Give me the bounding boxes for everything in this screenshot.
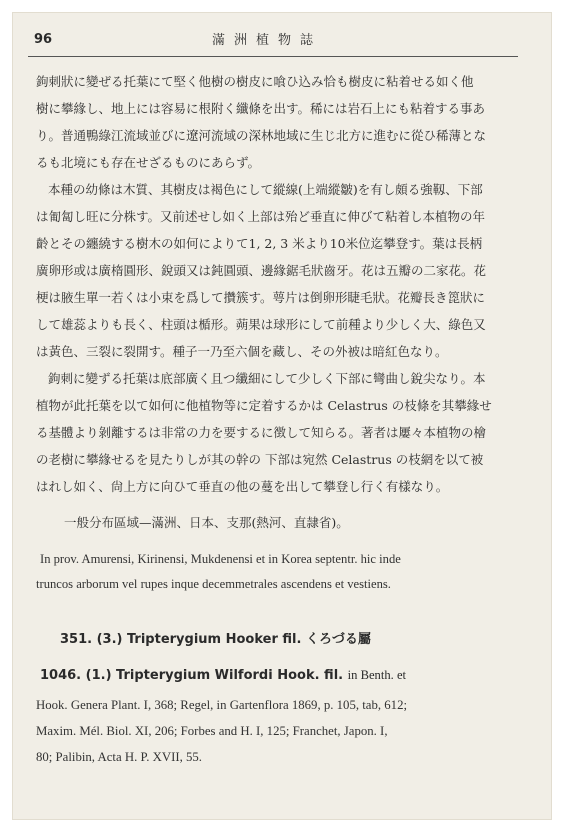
page-number: 96 bbox=[34, 32, 53, 47]
species-heading bbox=[40, 668, 510, 683]
genus-heading: 351. (3.) Tripterygium Hooker fil. くろづる屬 bbox=[60, 632, 371, 647]
para2-line: 齡とその纏繞する樹木の如何によりて1, 2, 3 米より10米位迄攀登す。葉は長柄 bbox=[36, 236, 483, 251]
reference-line: Hook. Genera Plant. I, 368; Regel, in Gartenflora 1869, p. 105, tab, 612; bbox=[36, 698, 408, 712]
species-authority: in Benth. et bbox=[347, 668, 407, 682]
para2-line: 廣卵形或は廣楕圓形、銳頭又は鈍圓頭、邊緣鋸毛狀齒牙。花は五瓣の二家花。花 bbox=[36, 263, 487, 278]
latin-line: truncos arborum vel rupes inque decemmetrales ascendens et vestiens. bbox=[36, 577, 391, 591]
para2-line: は匍匐し旺に分株す。又前述せし如く上部は殆ど垂直に伸びて粘着し本植物の年 bbox=[36, 209, 486, 224]
para2-line: して雄蕊よりも長く、柱頭は楯形。蒴果は球形にして前種より少しく大、綠色又 bbox=[36, 317, 486, 332]
reference-line: Maxim. Mél. Biol. XI, 206; Forbes and H. I, 125; Franchet, Japon. I, bbox=[36, 724, 388, 738]
distribution-line: 一般分布區域—滿洲、日本、支那(熱河、直隷省)。 bbox=[64, 515, 349, 530]
reference-line: 80; Palibin, Acta H. P. XVII, 55. bbox=[36, 750, 202, 764]
para3-line: の老樹に攀緣せるを見たりしが其の幹の 下部は宛然 Celastrus の枝網を以て被 bbox=[36, 452, 484, 467]
page-header bbox=[12, 24, 522, 50]
para1-line: り。普通鴨綠江流域並びに遼河流域の深林地域に生じ北方に進むに從ひ稀薄とな bbox=[36, 128, 487, 143]
species-name: Tripterygium Wilfordi Hook. fil. bbox=[116, 668, 344, 683]
para3-line: 植物が此托葉を以て如何に他植物等に定着するかは Celastrus の枝條を其攀緣せ bbox=[36, 398, 492, 413]
latin-line: In prov. Amurensi, Kirinensi, Mukdenensi et in Korea septentr. hic inde bbox=[40, 552, 401, 566]
para1-line: 樹に攀緣し、地上には容易に根附く纖條を出す。稀には岩石上にも粘着する事あ bbox=[36, 101, 486, 116]
para1-line: るも北境にも存在せざるものにあらず。 bbox=[36, 155, 261, 170]
header-rule bbox=[28, 56, 518, 57]
para3-line: 鉤刺に變ずる托葉は底部廣く且つ纖細にして少しく下部に彎曲し銳尖なり。本 bbox=[48, 371, 486, 386]
para2-line: 梗は腋生單一若くは小束を爲して攢簇す。萼片は倒卵形睫毛狀。花瓣長き箆狀に bbox=[36, 290, 486, 305]
para2-line: 本種の幼條は木質、其樹皮は褐色にして縱線(上端縱皺)を有し頗る強靱、下部 bbox=[48, 182, 483, 197]
para2-line: は黃色、三裂に裂開す。種子一乃至六個を藏し、その外被は暗紅色なり。 bbox=[36, 344, 448, 359]
running-title: 滿洲植物誌 bbox=[211, 33, 322, 48]
species-number: 1046. (1.) bbox=[40, 668, 112, 683]
para3-line: る基體より剝離するは非常の力を要するに徴して知らる。著者は屢々本植物の檜 bbox=[36, 425, 487, 440]
para1-line: 鉤刺狀に變ぜる托葉にて堅く他樹の樹皮に喰ひ込み恰も樹皮に粘着せる如く他 bbox=[36, 74, 474, 89]
para3-line: はれし如く、尙上方に向ひて垂直の他の蔓を出して攀登し行く有樣なり。 bbox=[36, 479, 449, 494]
